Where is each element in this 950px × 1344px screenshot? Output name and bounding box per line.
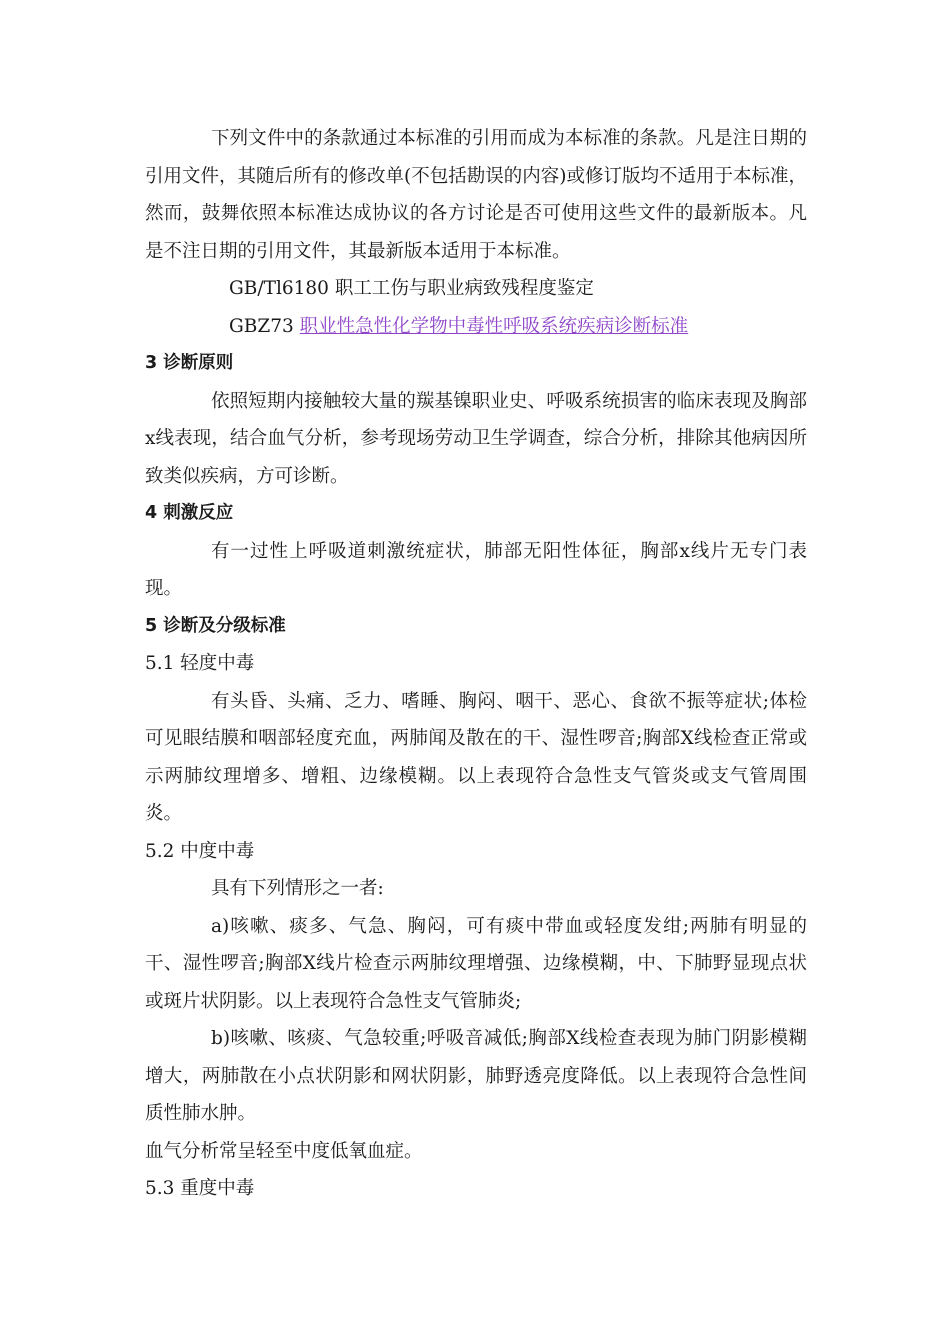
subsection-5-2-item-a: a)咳嗽、痰多、气急、胸闷，可有痰中带血或轻度发绀;两肺有明显的干、湿性啰音;胸部X线片检查示两肺纹理增强、边缘模糊，中、下肺野显现点状或斑片状阴影。以上表现符合急性支气管肺炎; xyxy=(145,915,807,1012)
section-4-paragraph: 有一过性上呼吸道刺激统症状，肺部无阳性体征，胸部x线片无专门表现。 xyxy=(145,540,807,599)
section-heading-4: 4 刺激反应 xyxy=(145,503,234,523)
subsection-5-1-paragraph: 有头昏、头痛、乏力、嗜睡、胸闷、咽干、恶心、食欲不振等症状;体检可见眼结膜和咽部轻度充血，两肺闻及散在的干、湿性啰音;胸部X线检查正常或示两肺纹理增多、增粗、边缘模糊。以上表现符合急性支气管炎或支气管周围炎。 xyxy=(145,690,807,824)
subsection-heading-5-1: 5.1 轻度中毒 xyxy=(145,653,255,674)
subsection-5-2-lead: 具有下列情形之一者: xyxy=(211,878,384,899)
reference-item xyxy=(145,270,807,308)
reference-link[interactable]: 职业性急性化学物中毒性呼吸系统疾病诊断标准 xyxy=(299,315,689,337)
reference-title: 职工工伤与职业病致残程度鉴定 xyxy=(334,278,594,299)
blood-gas-note: 血气分析常呈轻至中度低氧血症。 xyxy=(145,1140,423,1162)
reference-code: GBZ73 xyxy=(229,315,294,337)
intro-paragraph: 下列文件中的条款通过本标准的引用而成为本标准的条款。凡是注日期的引用文件，其随后所有的修改单(不包括勘误的内容)或修订版均不适用于本标准，然而，鼓舞依照本标准达成协议的各方讨论是否可使用这些文件的最新版本。凡是不注日期的引用文件，其最新版本适用于本标准。 xyxy=(145,128,807,262)
reference-code: GB/Tl6180 xyxy=(229,278,329,299)
section-heading-5: 5 诊断及分级标准 xyxy=(145,615,286,636)
section-heading-3: 3 诊断原则 xyxy=(145,353,234,373)
reference-item xyxy=(145,308,807,346)
section-3-paragraph: 依照短期内接触较大量的羰基镍职业史、呼吸系统损害的临床表现及胸部x线表现，结合血气分析，参考现场劳动卫生学调查，综合分析，排除其他病因所致类似疾病，方可诊断。 xyxy=(145,390,807,487)
document-page xyxy=(145,120,807,1208)
subsection-5-2-item-b: b)咳嗽、咳痰、气急较重;呼吸音减低;胸部X线检查表现为肺门阴影模糊增大，两肺散在小点状阴影和网状阴影，肺野透亮度降低。以上表现符合急性间质性肺水肿。 xyxy=(145,1028,807,1124)
subsection-heading-5-3: 5.3 重度中毒 xyxy=(145,1178,255,1199)
subsection-heading-5-2: 5.2 中度中毒 xyxy=(145,840,255,862)
